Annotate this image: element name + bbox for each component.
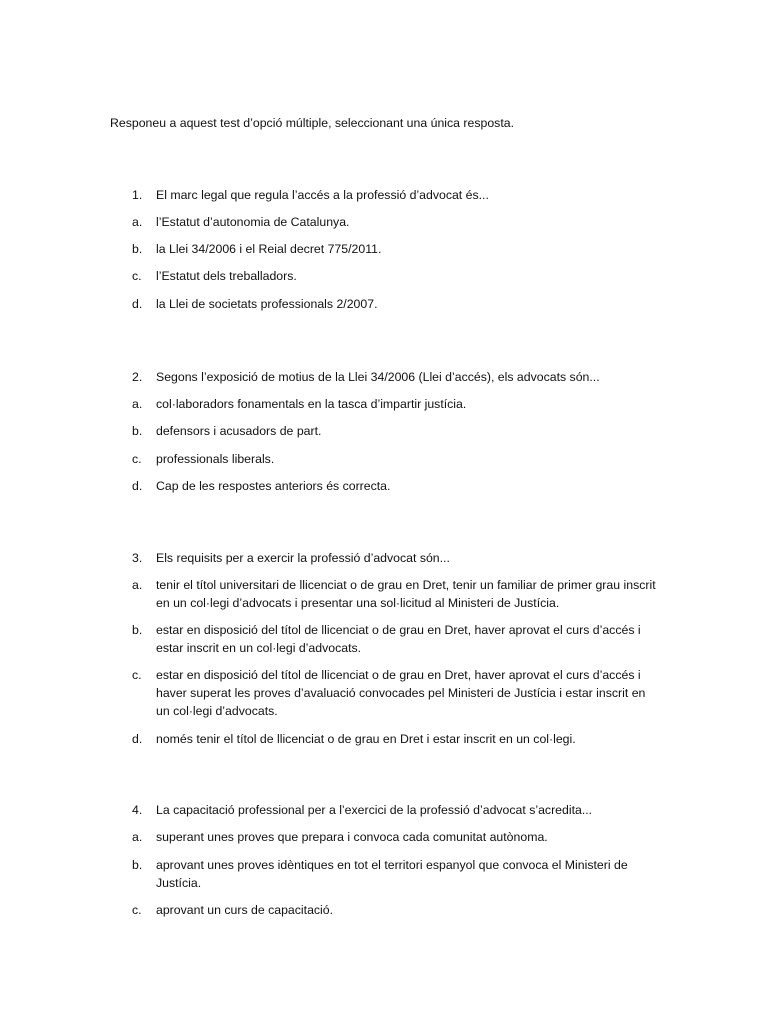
option-text: Cap de les respostes anteriors és correcta. xyxy=(156,479,391,493)
option-text: estar en disposició del títol de llicenciat o de grau en Dret, haver aprovat el curs d’accés i haver superat les proves d’avaluació convocades pel Ministeri de Justícia i estar inscrit en un col·legi d’advocats. xyxy=(156,668,646,718)
option-text: col·laboradors fonamentals en la tasca d’impartir justícia. xyxy=(156,397,467,411)
option-letter: b. xyxy=(132,242,143,256)
option-letter: d. xyxy=(132,297,143,311)
option-letter: a. xyxy=(132,397,143,411)
question-text: El marc legal que regula l’accés a la professió d’advocat és... xyxy=(156,188,489,202)
option-text: superant unes proves que prepara i convoca cada comunitat autònoma. xyxy=(156,830,548,844)
question-number: 2. xyxy=(132,370,143,384)
option-text: la Llei de societats professionals 2/2007. xyxy=(156,297,378,311)
option-text: tenir el títol universitari de llicenciat o de grau en Dret, tenir un familiar de primer grau inscrit en un col·legi d’advocats i presentar una sol·licitud al Ministeri de Justícia. xyxy=(156,578,656,610)
question-number: 3. xyxy=(132,551,143,565)
instructions-text: Responeu a aquest test d’opció múltiple, seleccionant una única resposta. xyxy=(110,116,515,130)
option-letter: a. xyxy=(132,215,143,229)
option-text: la Llei 34/2006 i el Reial decret 775/2011. xyxy=(156,242,382,256)
option-letter: c. xyxy=(132,269,142,283)
question-text: Els requisits per a exercir la professió d’advocat són... xyxy=(156,551,450,565)
question-text: La capacitació professional per a l’exercici de la professió d’advocat s’acredita... xyxy=(156,803,593,817)
option-letter: c. xyxy=(132,668,142,682)
question-text: Segons l’exposició de motius de la Llei 34/2006 (Llei d’accés), els advocats són... xyxy=(156,370,600,384)
option-text: professionals liberals. xyxy=(156,452,275,466)
option-letter: a. xyxy=(132,578,143,592)
option-letter: d. xyxy=(132,732,143,746)
question-number: 4. xyxy=(132,803,143,817)
option-letter: c. xyxy=(132,452,142,466)
option-text: només tenir el títol de llicenciat o de grau en Dret i estar inscrit en un col·legi. xyxy=(156,732,576,746)
option-letter: d. xyxy=(132,479,143,493)
option-text: defensors i acusadors de part. xyxy=(156,424,322,438)
option-text: aprovant unes proves idèntiques en tot el territori espanyol que convoca el Ministeri de Justícia. xyxy=(156,858,628,890)
option-text: aprovant un curs de capacitació. xyxy=(156,903,334,917)
option-letter: b. xyxy=(132,623,143,637)
option-text: estar en disposició del títol de llicenciat o de grau en Dret, haver aprovat el curs d’accés i estar inscrit en un col·legi d’advocats. xyxy=(156,623,641,655)
option-text: l’Estatut dels treballadors. xyxy=(156,269,297,283)
option-letter: b. xyxy=(132,424,143,438)
question-number: 1. xyxy=(132,188,143,202)
option-letter: b. xyxy=(132,858,143,872)
option-text: l’Estatut d’autonomia de Catalunya. xyxy=(156,215,350,229)
option-letter: a. xyxy=(132,830,143,844)
option-letter: c. xyxy=(132,903,142,917)
